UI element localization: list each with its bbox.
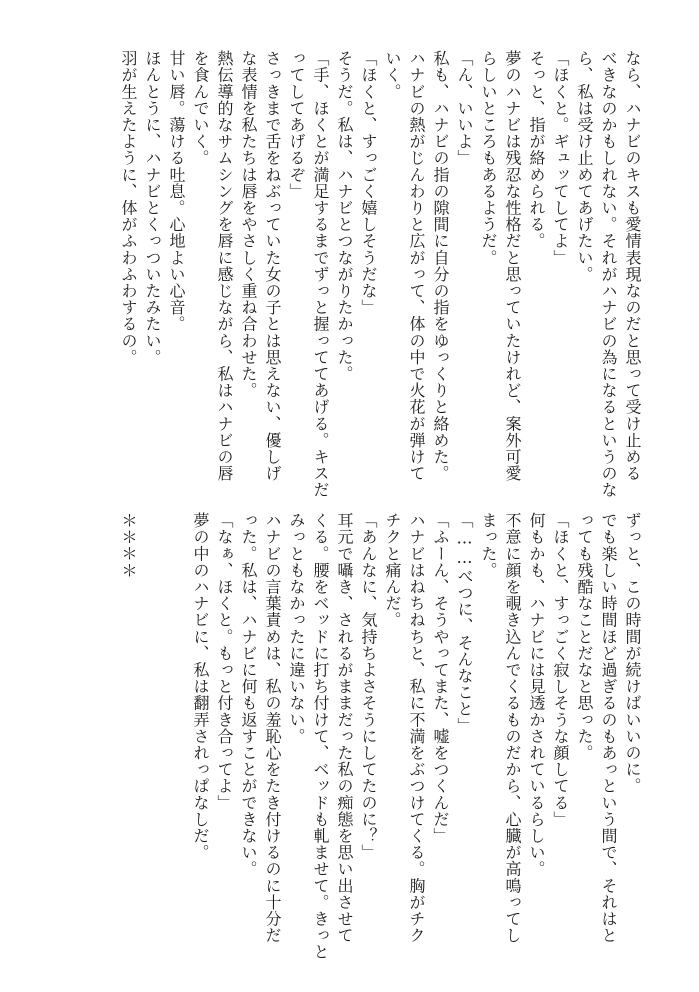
- text-line: そっと、指が絡められる。: [527, 50, 546, 250]
- text-line: ずっと、この時間が続けばいいのに。: [623, 512, 642, 795]
- text-line: 耳元で囁き、されるがままだった私の痴態を思い出させて: [335, 512, 354, 944]
- text-line: いく。: [383, 50, 402, 100]
- text-line: 私も、ハナビの指の隙間に自分の指をゆっくりと絡めた。: [431, 50, 450, 482]
- text-line: 「ほくと。ギュッてしてよ」: [551, 50, 570, 266]
- text-line: ＊＊＊＊: [119, 512, 138, 579]
- text-line: 「あんなに、気持ちよさそうにしてたのに？」: [359, 512, 378, 861]
- text-line: った。私は、ハナビに何も返すことができない。: [239, 512, 258, 878]
- text-line: 夢の中のハナビに、私は翻弄されっぱなしだ。: [191, 512, 210, 861]
- text-line: チクと痛んだ。: [383, 512, 402, 629]
- text-line: まった。: [479, 512, 498, 579]
- text-line: 「手、ほくとが満足するまでずっと握っててあげる。キスだ: [311, 50, 330, 499]
- text-line: ほんとうに、ハナビとくっついたみたい。: [143, 50, 162, 366]
- text-line: 「ほくと、すっごく嬉しそうだな」: [359, 50, 378, 316]
- text-line: でも楽しい時間ほど過ぎるのもあっという間で、それはと: [599, 512, 618, 944]
- text-line: ってしてあげるぞ」: [287, 50, 306, 200]
- text-line: ら、私は受け止めてあげたい。: [575, 50, 594, 283]
- lower-text-block: [116, 512, 644, 961]
- upper-text-block: [116, 50, 644, 499]
- text-line: ハナビの言葉責めは、私の羞恥心をたき付けるのに十分だ: [263, 512, 282, 944]
- text-line: っても残酷なことだなと思った。: [575, 512, 594, 761]
- text-line: 何もかも、ハナビには見透かされているらしい。: [527, 512, 546, 878]
- text-line: 「……べつに、そんなこと」: [455, 512, 474, 734]
- text-line: 不意に顔を覗き込んでくるものだから、心臓が高鳴ってし: [503, 512, 522, 944]
- text-line: べきなのかもしれない。それがハナビの為になるというのな: [599, 50, 618, 499]
- text-line: ハナビの熱がじんわりと広がって、体の中で火花が弾けて: [407, 50, 426, 482]
- text-line: [140, 512, 164, 912]
- text-line: 「ほくと、すっごく寂しそうな顔してる」: [551, 512, 570, 828]
- text-line: 甘い唇。蕩ける吐息。心地よい心音。: [167, 50, 186, 333]
- text-line: ハナビはねちねちと、私に不満をぶつけてくる。胸がチク: [407, 512, 426, 944]
- text-line: さっきまで舌をねぶっていた女の子とは思えない、優しげ: [263, 50, 282, 482]
- text-line: 「ん、いいよ」: [455, 50, 474, 167]
- text-line: 「ふーん、そうやってまた、嘘をつくんだ」: [431, 512, 450, 844]
- text-line: らしいところもあるようだ。: [479, 50, 498, 266]
- text-line: [164, 512, 188, 912]
- text-line: みっともなかったに違いない。: [287, 512, 306, 745]
- text-line: な表情を私たちは唇をやさしく重ね合わせた。: [239, 50, 258, 399]
- text-line: そうだ。私は、ハナビとつながりたかった。: [335, 50, 354, 382]
- text-line: 羽が生えたように、体がふわふわするの。: [119, 50, 138, 366]
- text-line: 熱伝導的なサムシングを唇に感じながら、私はハナビの唇: [215, 50, 234, 482]
- text-line: なら、ハナビのキスも愛情表現なのだと思って受け止める: [623, 50, 642, 482]
- text-line: 夢のハナビは残忍な性格だと思っていたけれど、案外可愛: [503, 50, 522, 482]
- text-line: 「なぁ、ほくと。もっと付き合ってよ」: [215, 512, 234, 811]
- text-line: くる。腰をベッドに打ち付けて、ベッドも軋ませて。きっと: [311, 512, 330, 961]
- text-line: を食んでいく。: [191, 50, 210, 167]
